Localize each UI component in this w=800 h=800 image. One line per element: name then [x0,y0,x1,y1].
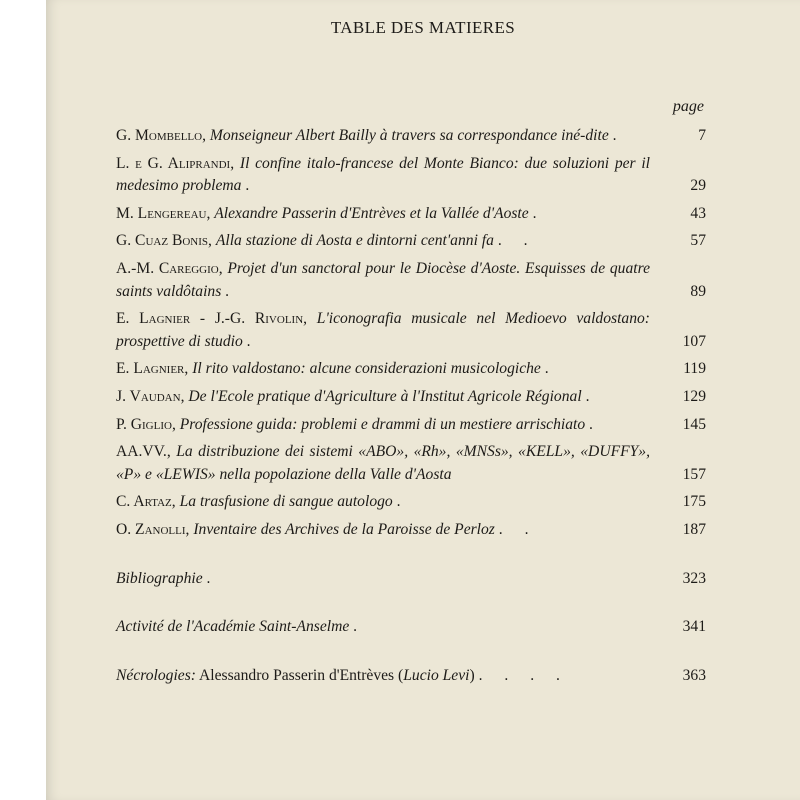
entry-separator: , [202,127,210,144]
entry-author: M. Lengereau [116,204,207,222]
entry-page-number: 145 [682,415,706,433]
necrology-close-paren: ) [469,666,475,684]
leader-dots: . [612,127,626,144]
entry-separator: , [171,493,180,511]
entry-separator: , [218,259,228,277]
entry-author: E. Lagnier - J.-G. Rivolin [116,310,304,328]
toc-entry [116,414,706,437]
leader-dots: . [589,415,602,433]
leader-dots: . . . . [478,666,569,684]
entry-page-number: 175 [682,493,706,511]
entry-separator: , [184,360,193,378]
entry-page-number: 29 [690,177,706,195]
necrology-author: Lucio Levi [403,666,470,684]
entry-page-number: 187 [682,520,706,538]
necrology-name: Alessandro Passerin d'Entrèves [199,666,395,684]
entry-page-number: 157 [682,465,706,483]
toc-entry [116,153,706,198]
entry-page-number: 43 [690,204,706,222]
entry-page-number: 363 [682,666,706,684]
toc-entry-bibliography [116,568,706,591]
toc-entry [116,386,706,409]
entry-title: Projet d'un sanctoral pour le Diocèse d'Aoste. Esquisses de quatre saints valdôtains [116,259,650,300]
entry-page-number: 107 [682,332,706,350]
toc-entry [116,125,706,148]
entry-page-number: 89 [690,282,706,300]
entry-separator: , [180,387,189,405]
entry-separator: , [208,232,216,250]
toc-entry-activity [116,616,706,639]
leader-dots: . . [498,520,538,538]
leader-dots: . [544,360,558,378]
entry-title: L'iconografia musicale nel Medioevo valdostano: prospettive di studio [116,310,651,350]
entry-separator: , [185,520,194,538]
table-of-contents [116,125,706,692]
entry-author: G. Cuaz Bonis [116,232,209,250]
leader-dots: . [246,332,260,350]
leader-dots: . [585,387,599,405]
entry-title: La distribuzione dei sistemi «ABO», «Rh», «MNSs», «KELL», «DUFFY», «P» e «LEWIS» nella popolazione della Valle d'Aosta [116,443,650,483]
page-title: TABLE DES MATIERES [330,18,516,37]
toc-entry [116,519,706,542]
leader-dots: . . [497,232,537,250]
entry-author: L. e G. Aliprandi [116,154,231,172]
leader-dots: . [396,493,410,511]
leader-dots: . [225,282,239,300]
leader-dots: . [206,569,220,587]
toc-entry [116,258,706,303]
entry-separator: , [166,443,177,461]
toc-entry [116,230,706,253]
toc-entry [116,308,706,353]
entry-title: Il rito valdostano: alcune considerazioni musicologiche [192,360,541,378]
necrology-open-paren: ( [394,666,404,684]
page-column-label: page [672,98,704,115]
entry-author: O. Zanolli [116,520,186,538]
entry-author: C. Artaz [116,493,172,511]
entry-title: Professione guida: problemi e drammi di un mestiere arrischiato [179,415,586,433]
entry-title: Alla stazione di Aosta e dintorni cent'anni fa [215,232,494,250]
necrology-label: Nécrologies: [116,666,196,684]
entry-separator: , [303,310,317,328]
entry-separator: , [171,415,180,433]
entry-page-number: 323 [682,569,706,587]
entry-author: E. Lagnier [116,360,185,378]
entry-page-number: 119 [683,360,706,378]
leader-dots: . [245,177,259,195]
toc-entry [116,491,706,514]
entry-title: Il confine italo-francese del Monte Bianco: due soluzioni per il medesimo problema [116,154,651,195]
entry-author: A.-M. Careggio [116,259,219,277]
entry-title: De l'Ecole pratique d'Agriculture à l'Institut Agricole Régional [188,387,582,405]
entry-separator: , [206,204,215,222]
toc-entry [116,358,706,381]
leader-dots: . [532,204,546,222]
book-page [46,0,800,800]
entry-page-number: 7 [698,127,706,144]
entry-title: Monseigneur Albert Bailly à travers sa correspondance iné-dite [209,127,609,144]
entry-title: Inventaire des Archives de la Paroisse de Perloz [193,520,495,538]
entry-title: Activité de l'Académie Saint-Anselme [116,618,350,636]
entry-title: La trasfusione di sangue autologo [179,493,393,511]
entry-title: Bibliographie [116,569,203,587]
entry-author: J. Vaudan [116,387,181,405]
toc-entry-necrology [116,665,706,688]
entry-author: AA.VV. [116,443,167,461]
toc-entry [116,441,706,486]
entry-page-number: 129 [682,387,706,405]
toc-entry [116,203,706,226]
entry-page-number: 341 [682,618,706,636]
entry-page-number: 57 [690,232,706,250]
leader-dots: . [353,618,367,636]
entry-title: Alexandre Passerin d'Entrèves et la Vallée d'Aoste [214,204,529,222]
entry-separator: , [230,154,240,172]
entry-author: P. Giglio [116,415,172,433]
entry-author: G. Mombello [116,127,203,144]
